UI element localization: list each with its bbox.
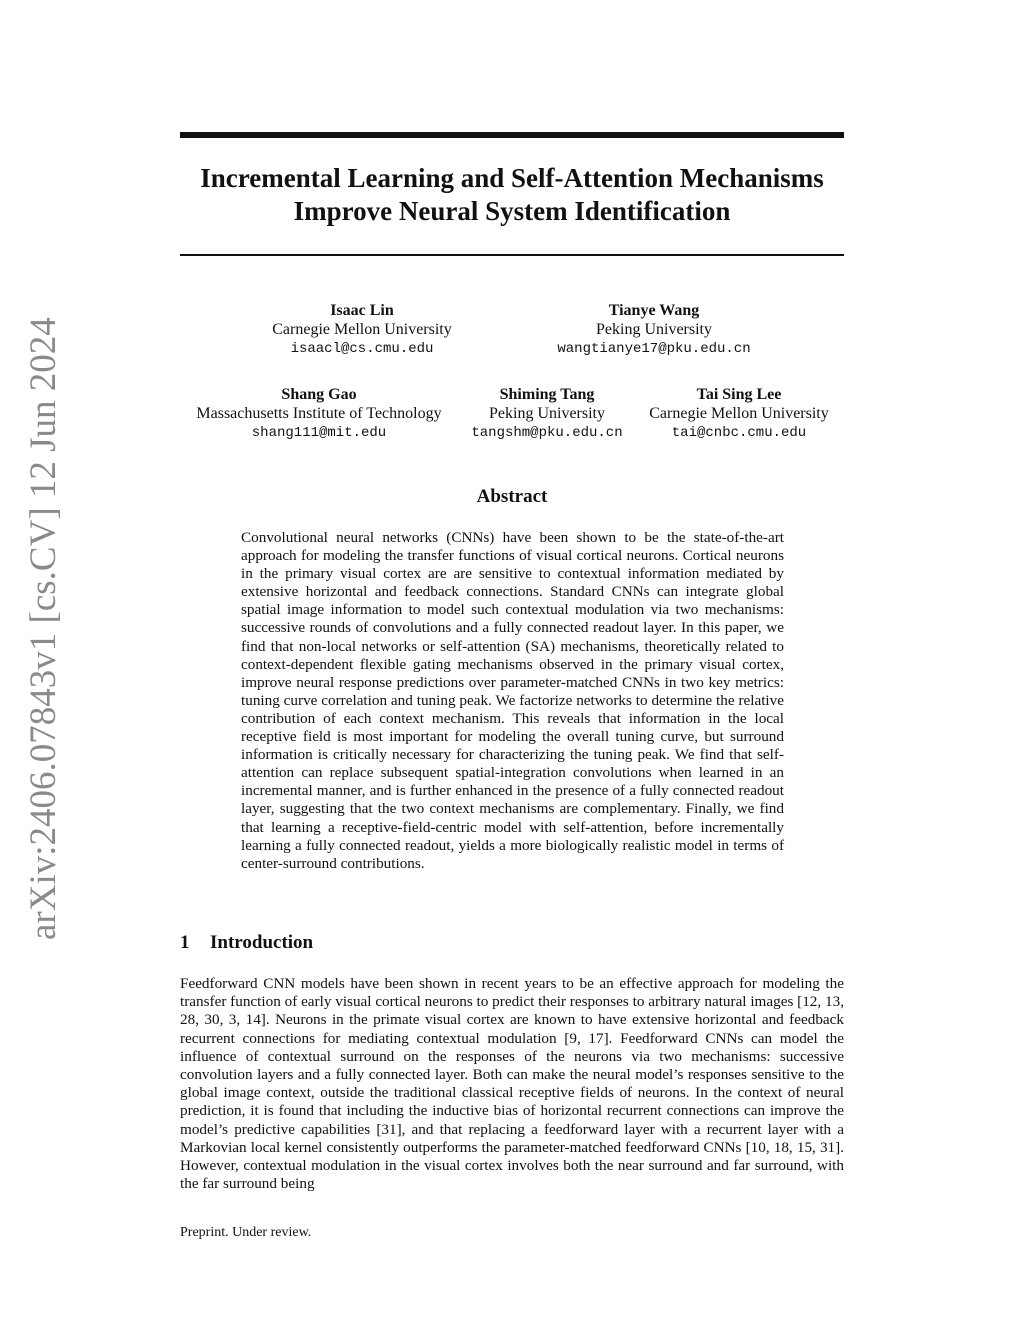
- author-affiliation: Carnegie Mellon University: [649, 405, 829, 422]
- title-top-rule: [180, 132, 844, 138]
- section-number: 1: [180, 932, 190, 953]
- title-bottom-rule: [180, 254, 844, 256]
- author-name: Isaac Lin: [330, 302, 394, 319]
- author-email[interactable]: isaacl@cs.cmu.edu: [290, 341, 434, 357]
- author-name: Shang Gao: [281, 386, 357, 403]
- author-email[interactable]: shang111@mit.edu: [251, 425, 387, 441]
- author-affiliation: Massachusetts Institute of Technology: [196, 405, 442, 422]
- arxiv-identifier: arXiv:2406.07843v1 [cs.CV] 12 Jun 2024: [23, 317, 64, 940]
- author-email[interactable]: tai@cnbc.cmu.edu: [671, 425, 807, 441]
- author-affiliation: Peking University: [489, 405, 605, 422]
- title-line-1: Incremental Learning and Self-Attention Mechanisms: [200, 163, 824, 193]
- page-footer: Preprint. Under review.: [180, 1225, 312, 1240]
- introduction-paragraph: Feedforward CNN models have been shown in recent years to be an effective approach for modeling the transfer function of early visual cortical neurons to predict their responses to arbitrary natural images [12, 13, 28, 30, 3, 14]. Neurons in the primate visual cortex are known to have extensive horizontal and feedback recurrent connections for mediating contextual modulation [9, 17]. Feedforward CNNs can model the influence of contextual surround on the responses of the neurons via two mechanisms: successive convolution layers and a fully connected layer. Both can make the neural model’s responses sensitive to the global image context, outside the traditional classical receptive fields of neurons. In the context of neural prediction, it is found that including the inductive bias of horizontal recurrent connections can improve the model’s predictive capabilities [31], and that replacing a feedforward layer with a recurrent layer with a Markovian local kernel consistently outperforms the parameter-matched feedforward CNNs [10, 18, 15, 31]. However, contextual modulation in the visual cortex involves both the near surround and far surround, with the far surround being: [180, 975, 844, 1193]
- section-heading-introduction: [180, 932, 313, 954]
- author-affiliation: Carnegie Mellon University: [272, 321, 452, 338]
- author-block: [634, 385, 844, 443]
- author-block: [457, 385, 637, 443]
- abstract-text: Convolutional neural networks (CNNs) have been shown to be the state-of-the-art approach for modeling the transfer functions of visual cortical neurons. Cortical neurons in the primary visual cortex are are sensitive to contextual information mediated by extensive horizontal and feedback connections. Standard CNNs can integrate global spatial image information to model such contextual modulation via two mechanisms: successive rounds of convolutions and a fully connected readout layer. In this paper, we find that non-local networks or self-attention (SA) mechanisms, theoretically related to context-dependent flexible gating mechanisms observed in the primary visual cortex, improve neural response predictions over parameter-matched CNNs in two key metrics: tuning curve correlation and tuning peak. We factorize networks to determine the relative contribution of each context mechanism. This reveals that information in the local receptive field is most important for modeling the overall tuning curve, but surround information is critically necessary for characterizing the tuning peak. We find that self-attention can replace subsequent spatial-integration convolutions when learned in an incremental manner, and is further enhanced in the presence of a fully connected readout layer, suggesting that the two context mechanisms are complementary. Finally, we find that learning a receptive-field-centric model with self-attention, before incrementally learning a fully connected readout, yields a more biologically realistic model in terms of center-surround contributions.: [241, 529, 784, 872]
- title-line-2: Improve Neural System Identification: [293, 196, 731, 226]
- author-name: Tai Sing Lee: [696, 386, 782, 403]
- paper-title: [150, 162, 874, 228]
- abstract-heading: Abstract: [476, 486, 548, 507]
- section-title: Introduction: [210, 932, 314, 953]
- author-block: [232, 301, 492, 359]
- author-name: Shiming Tang: [499, 386, 595, 403]
- author-affiliation: Peking University: [596, 321, 712, 338]
- author-email[interactable]: wangtianye17@pku.edu.cn: [557, 341, 751, 357]
- author-block: [514, 301, 794, 359]
- author-email[interactable]: tangshm@pku.edu.cn: [471, 425, 623, 441]
- author-name: Tianye Wang: [608, 302, 700, 319]
- author-block: [184, 385, 454, 443]
